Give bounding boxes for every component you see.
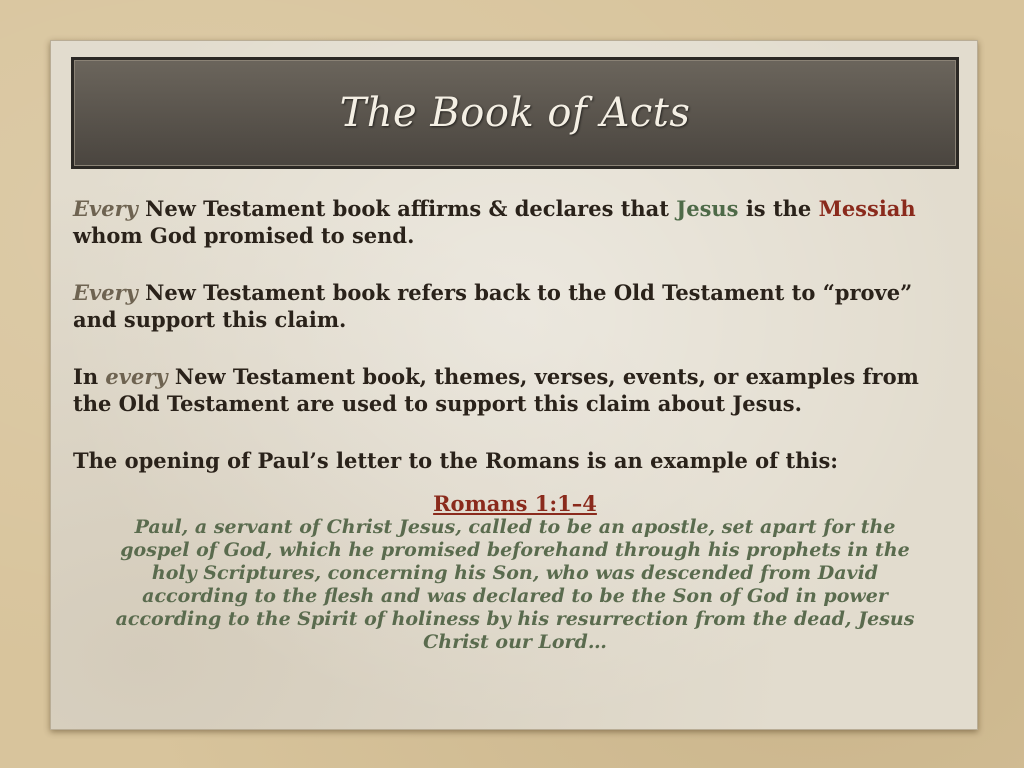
text: whom God promised to send. [73,223,415,248]
paragraph-romans-intro: The opening of Paul’s letter to the Romans is an example of this: [73,448,839,473]
emphasis-every: Every [73,280,138,305]
emphasis-every: Every [73,196,138,221]
text: New Testament book refers back to the Old Testament to “prove” and support this claim. [73,280,913,332]
title-banner [71,57,959,169]
slide [50,40,978,730]
text: is the [738,196,819,221]
text: New Testament book affirms & declares that [137,196,677,221]
text: In [73,364,106,389]
highlight-messiah: Messiah [818,196,916,221]
highlight-jesus: Jesus [676,196,739,221]
emphasis-every: every [105,364,168,389]
paragraph-old-testament [73,279,957,333]
slide-body [73,195,957,654]
scripture-reference: Romans 1:1–4 [433,491,597,516]
paragraph-messiah [73,195,957,249]
scripture-quote: Paul, a servant of Christ Jesus, called to be an apostle, set apart for the gospel of God, which he promised beforehand through his prophets in the holy Scriptures, concerning his Son, who was descended from David according to the flesh and was declared to be the Son of God in power according to the Spirit of holiness by his resurrection from the dead, Jesus Christ our Lord… [115,516,915,653]
paragraph-themes [73,363,957,417]
slide-title: The Book of Acts [339,90,691,136]
text: New Testament book, themes, verses, events, or examples from the Old Testament are used to support this claim about Jesus. [73,364,919,416]
